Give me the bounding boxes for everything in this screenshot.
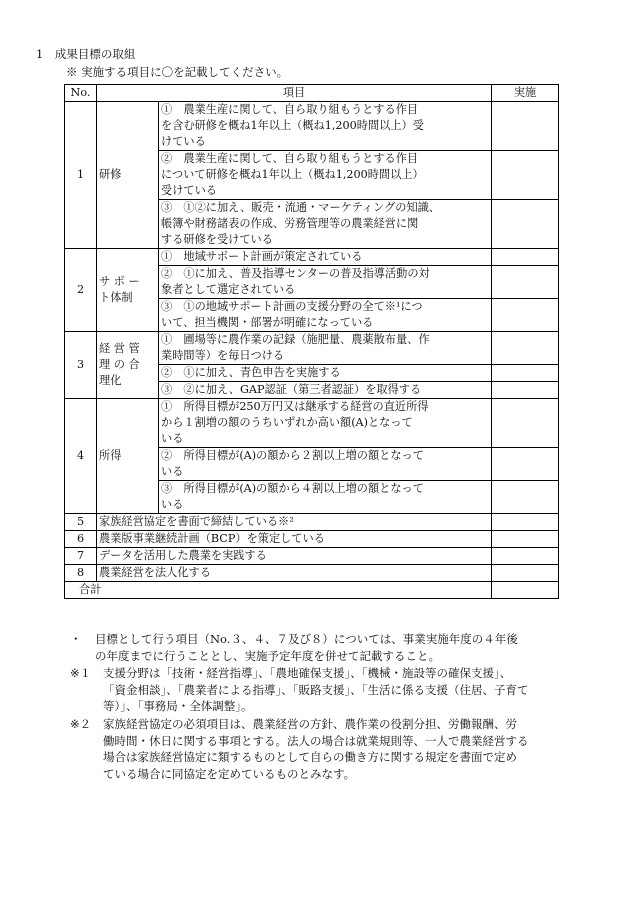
item-cell: ② ①に加え、青色申告を実施する [159, 365, 492, 382]
done-cell[interactable] [492, 382, 559, 399]
done-cell[interactable] [492, 332, 559, 365]
item-cell: データを活用した農業を実践する [97, 548, 492, 565]
table-row [65, 531, 559, 548]
item-cell: ① 圃場等に農作業の記録（施肥量、農薬散布量、作 業時間等）を毎日つける [159, 332, 492, 365]
bullet-mark: ・ [70, 632, 82, 646]
row-number: 6 [65, 531, 97, 548]
done-cell[interactable] [492, 200, 559, 249]
done-cell[interactable] [492, 365, 559, 382]
done-cell[interactable] [492, 565, 559, 582]
header-no: No. [65, 85, 97, 102]
item-cell: 農業経営を法人化する [97, 565, 492, 582]
table-row [65, 399, 559, 448]
item-cell: ① 地域サポート計画が策定されている [159, 249, 492, 266]
note1-text: 支援分野は「技術・経営指導」、「農地確保支援」、「機械・施設等の確保支援」、 「資金相談」、「農業者による指導」、「販路支援」、「生活に係る支援（住居、子育て 等）」、「事務局・全体調整」。 [103, 666, 529, 713]
bullet-note: 目標として行う項目（No.３、４、７及び８）については、事業実施年度の４年後 の年度までに行うこととし、実施予定年度を併せて記載すること。 [95, 632, 518, 663]
row-number: 2 [65, 249, 97, 332]
total-label: 合計 [65, 582, 492, 599]
done-cell[interactable] [492, 299, 559, 332]
header-done: 実施 [492, 85, 559, 102]
done-cell[interactable] [492, 399, 559, 448]
done-cell[interactable] [492, 448, 559, 481]
instruction-text: ※ 実施する項目に〇を記載してください。 [66, 65, 289, 79]
item-cell: ① 農業生産に関して、自ら取り組もうとする作目 を含む研修を概ね1年以上（概ね1,200時間以上）受 けている [159, 102, 492, 151]
item-cell: ① 所得目標が250万円又は継承する経営の直近所得 から１割増の額のうちいずれか高い額(A)となって いる [159, 399, 492, 448]
row-number: 4 [65, 399, 97, 514]
table-row [65, 514, 559, 531]
item-cell: ③ 所得目標が(A)の額から４割以上増の額となって いる [159, 481, 492, 514]
table-row [65, 565, 559, 582]
header-row [65, 85, 559, 102]
item-cell: ② ①に加え、普及指導センターの普及指導活動の対 象者として選定されている [159, 266, 492, 299]
item-cell: ② 所得目標が(A)の額から２割以上増の額となって いる [159, 448, 492, 481]
done-cell[interactable] [492, 548, 559, 565]
item-cell: ③ ②に加え、GAP認証（第三者認証）を取得する [159, 382, 492, 399]
row-number: 7 [65, 548, 97, 565]
done-cell[interactable] [492, 249, 559, 266]
row-number: 1 [65, 102, 97, 249]
done-cell[interactable] [492, 266, 559, 299]
total-cell[interactable] [492, 582, 559, 599]
goals-table [64, 84, 559, 599]
item-cell: 家族経営協定を書面で締結している※² [97, 514, 492, 531]
table-row [65, 332, 559, 365]
done-cell[interactable] [492, 481, 559, 514]
row-category: 研修 [97, 102, 159, 249]
item-cell: ② 農業生産に関して、自ら取り組もうとする作目 について研修を概ね1年以上（概ね1,200時間以上） 受けている [159, 151, 492, 200]
table-row [65, 102, 559, 151]
header-item: 項目 [97, 85, 492, 102]
row-category: サ ポ ー ト体制 [97, 249, 159, 332]
item-cell: ③ ①の地域サポート計画の支援分野の全て※¹につ いて、担当機関・部署が明確になっている [159, 299, 492, 332]
note2-text: 家族経営協定の必須項目は、農業経営の方針、農作業の役割分担、労働報酬、労 働時間・休日に関する事項とする。法人の場合は就業規則等、一人で農業経営する 場合は家族経営協定に類するものとして自らの働き方に関する規定を書面で定め ている場合に同協定を定めているものとみなす。 [103, 717, 529, 781]
done-cell[interactable] [492, 151, 559, 200]
done-cell[interactable] [492, 514, 559, 531]
row-number: 5 [65, 514, 97, 531]
note1-mark: ※１ [70, 666, 92, 680]
table-row [65, 249, 559, 266]
note2-mark: ※２ [70, 717, 92, 731]
row-number: 8 [65, 565, 97, 582]
item-cell: ③ ①②に加え、販売・流通・マーケティングの知識、 帳簿や財務諸表の作成、労務管理等の農業経営に関 する研修を受けている [159, 200, 492, 249]
row-category: 所得 [97, 399, 159, 514]
table-row [65, 548, 559, 565]
item-cell: 農業版事業継続計画（BCP）を策定している [97, 531, 492, 548]
done-cell[interactable] [492, 531, 559, 548]
done-cell[interactable] [492, 102, 559, 151]
total-row [65, 582, 559, 599]
row-number: 3 [65, 332, 97, 399]
section-heading: 1 成果目標の取組 [36, 47, 136, 61]
row-category: 経 営 管 理 の 合 理化 [97, 332, 159, 399]
